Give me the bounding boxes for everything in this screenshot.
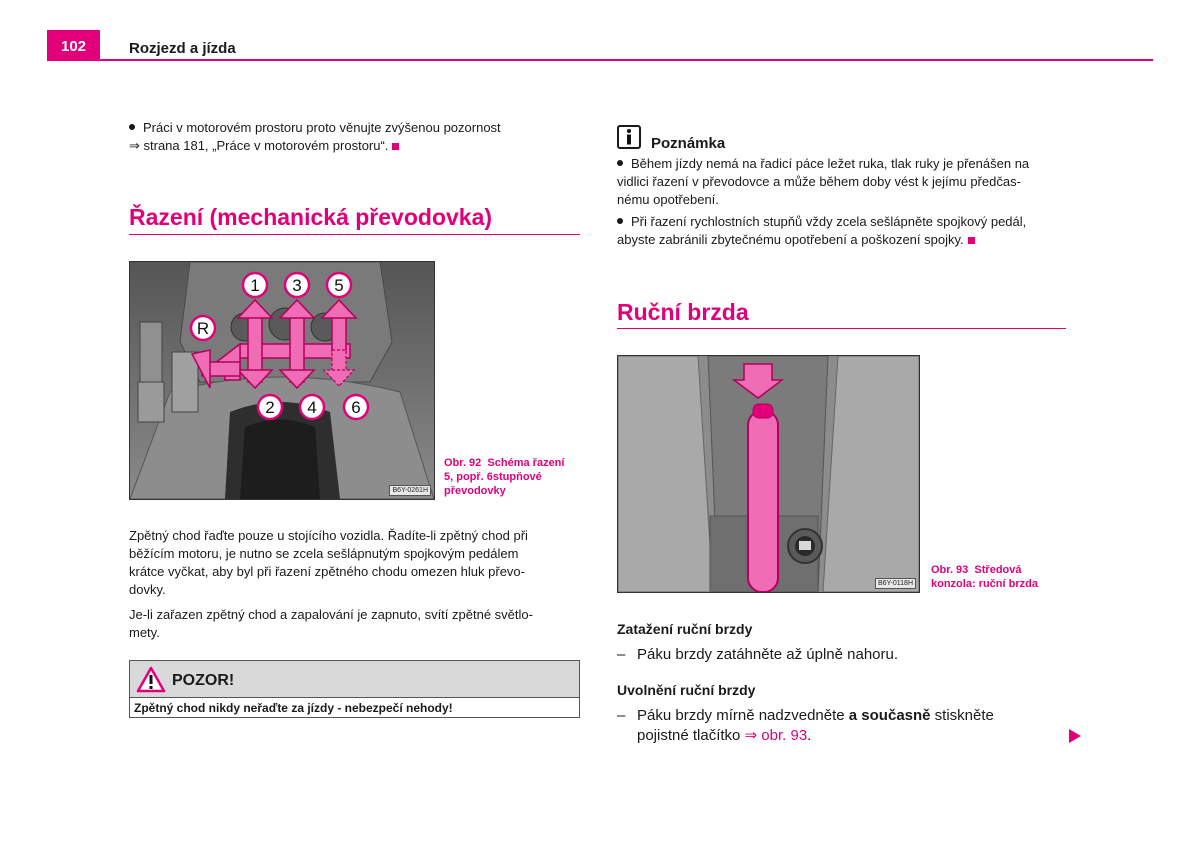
paragraph-reverse-gear (129, 527, 579, 599)
figure-reference-link[interactable]: ⇒ obr. 93 (744, 727, 808, 744)
caption-text: 5, popř. 6stupňové (444, 471, 542, 483)
handbrake-illustration (618, 356, 919, 592)
warning-triangle-icon (136, 666, 166, 693)
caption-text: konzola: ruční brzda (931, 578, 1038, 590)
section-heading-handbrake (617, 299, 1067, 326)
bullet-text-line: ⇒ strana 181, „Práce v motorovém prostoru“. (129, 138, 389, 153)
note-line: abyste zabránili zbytečnému opotřebení a poškození spojky. (617, 232, 964, 247)
figure-code: B6Y-0261H (389, 485, 431, 496)
note-line: Při řazení rychlostních stupňů vždy zcela sešlápněte spojkový pedál, (631, 214, 1027, 229)
section-rule (617, 328, 1066, 329)
figure-caption (931, 563, 1081, 591)
step-text: stiskněte (930, 707, 994, 724)
info-icon (617, 125, 641, 149)
gear-1-label: 1 (250, 276, 260, 295)
caption-number: Obr. 93 (931, 564, 969, 576)
paragraph-line: mety. (129, 625, 160, 640)
gear-6-label: 6 (351, 398, 361, 417)
header-title: Rozjezd a jízda (129, 40, 236, 57)
bullet-text-line: Práci v motorovém prostoru proto věnujte zvýšenou pozornost (143, 120, 501, 135)
warning-text: Zpětný chod nikdy neřaďte za jízdy - nebezpečí nehody! (134, 701, 453, 715)
subheading-release: Uvolnění ruční brzdy (617, 682, 756, 698)
caption-text: Středová (974, 564, 1022, 576)
note-title: Poznámka (651, 135, 726, 152)
note-bullet-1 (617, 155, 1077, 209)
paragraph-line: Je-li zařazen zpětný chod a zapalování je zapnuto, svítí zpětné světlo- (129, 607, 533, 622)
note-bullet-2 (617, 213, 1077, 249)
paragraph-line: běžícím motoru, je nutno se zcela sešlápnutým spojkovým pedálem (129, 546, 519, 561)
step-text-bold: a současně (848, 707, 931, 724)
end-mark-icon (392, 143, 399, 150)
caption-text: převodovky (444, 485, 506, 497)
gear-3-label: 3 (292, 276, 302, 295)
caption-number: Obr. 92 (444, 457, 482, 469)
figure-caption (444, 456, 584, 498)
figure-handbrake (617, 355, 920, 593)
step-text: . (807, 727, 812, 744)
step-text: pojistné tlačítko (637, 727, 745, 744)
gear-5-label: 5 (334, 276, 344, 295)
gearshift-illustration (130, 262, 434, 499)
step-apply (617, 645, 1067, 665)
dash-mark: – (617, 707, 626, 724)
paragraph-line: Zpětný chod řaďte pouze u stojícího vozidla. Řadíte-li zpětný chod při (129, 528, 528, 543)
end-mark-icon (968, 237, 975, 244)
step-text: Páku brzdy zatáhněte až úplně nahoru. (637, 646, 899, 663)
step-release (617, 706, 1077, 744)
figure-gearshift-diagram (129, 261, 435, 500)
bullet-icon (617, 160, 623, 166)
gear-4-label: 4 (307, 398, 317, 417)
dash-mark: – (617, 646, 626, 663)
section-title: Ruční brzda (617, 299, 749, 325)
gear-2-label: 2 (265, 398, 275, 417)
step-text: Páku brzdy mírně nadzvedněte (637, 707, 849, 724)
header-rule (47, 59, 1153, 61)
bullet-icon (129, 124, 135, 130)
warning-header (130, 661, 579, 698)
paragraph-reverse-lights (129, 606, 579, 642)
handbrake-lever (748, 411, 778, 592)
figure-code: B6Y-0118H (875, 578, 916, 589)
continue-arrow-icon[interactable] (1068, 728, 1082, 744)
note-line: Během jízdy nemá na řadicí páce ležet ruka, tlak ruky je přenášen na (631, 156, 1030, 171)
section-title: Řazení (mechanická převodovka) (129, 204, 493, 230)
intro-bullet (129, 119, 579, 155)
gear-r-label: R (196, 319, 210, 338)
section-heading-gearshift (129, 204, 579, 231)
paragraph-line: dovky. (129, 582, 166, 597)
note-line: nému opotřebení. (617, 192, 719, 207)
subheading-apply: Zatažení ruční brzdy (617, 621, 753, 637)
warning-title: POZOR! (172, 672, 235, 689)
paragraph-line: krátce vyčkat, aby byl při řazení zpětného chodu omezen hluk převo- (129, 564, 525, 579)
section-rule (129, 234, 580, 235)
page-number: 102 (60, 38, 87, 55)
note-line: vidlici řazení v převodovce a může během doby vést k jejímu předčas- (617, 174, 1021, 189)
warning-box (129, 660, 580, 718)
caption-text: Schéma řazení (487, 457, 565, 469)
bullet-icon (617, 218, 623, 224)
